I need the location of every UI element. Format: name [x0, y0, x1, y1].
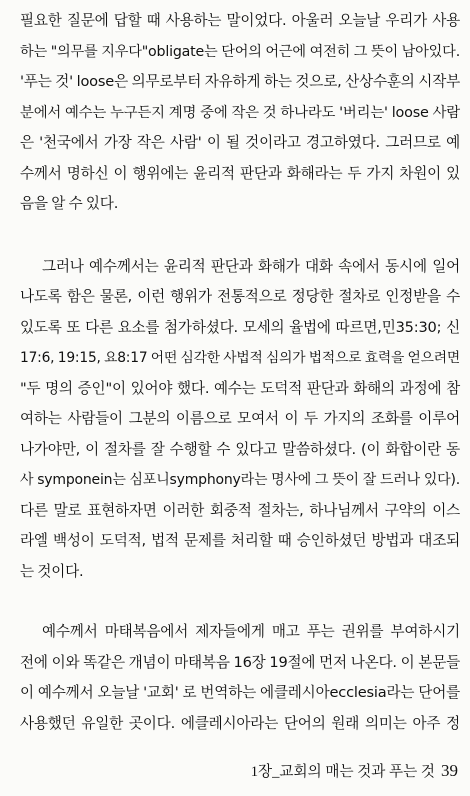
text-line: 나가야만, 이 절차를 잘 수행할 수 있다고 말씀하셨다. (이 화합이란 동 — [20, 440, 460, 458]
text-line: 예수께서 마태복음에서 제자들에게 매고 푸는 권위를 부여하시기 — [42, 623, 460, 640]
text-line: 17:6, 19:15, 요8:17 어떤 심각한 사법적 심의가 법적으로 효력을 얻으려면 — [20, 350, 460, 366]
running-head: 1장_교회의 매는 것과 푸는 것 — [250, 764, 435, 780]
page-number: 39 — [441, 761, 458, 780]
text-line: 분에서 예수는 누구든지 계명 중에 작은 것 하나라도 '버리는' loose 사람 — [20, 104, 460, 121]
text-line: 라엘 백성이 도덕적, 법적 문제를 처리할 때 승인하셨던 방법과 대조되 — [20, 532, 460, 549]
text-line: '푸는 것' loose은 의무로부터 자유하게 하는 것으로, 산상수훈의 시작부 — [20, 73, 460, 90]
text-line: 나도록 함은 물론, 이런 행위가 전통적으로 정당한 절차로 인정받을 수 — [20, 288, 460, 305]
text-line: 수께서 명하신 이 행위에는 윤리적 판단과 화해라는 두 가지 차원이 있 — [20, 164, 460, 182]
text-line: 필요한 질문에 답할 때 사용하는 말이었다. 아울러 오늘날 우리가 사용 — [20, 12, 460, 29]
text-line: 사 symponein는 심포니symphony라는 명사에 그 뜻이 잘 드러나 있다). — [20, 472, 460, 488]
text-line: 는 것이다. — [20, 562, 84, 580]
text-line: 그러나 예수께서는 윤리적 판단과 화해가 대화 속에서 동시에 일어 — [42, 257, 460, 275]
paragraph-2 — [20, 252, 460, 588]
page-footer — [251, 760, 458, 781]
paragraph-spacer — [20, 220, 460, 252]
text-line: 은 '천국에서 가장 작은 사람' 이 될 것이라고 경고하였다. 그러므로 예 — [20, 134, 460, 151]
text-line: 있도록 또 다른 요소를 첨가하셨다. 모세의 율법에 따르면,민35:30; 신 — [20, 318, 460, 336]
text-line: 하는 "의무를 지우다"obligate는 단어의 어근에 여전히 그 뜻이 남아있다. — [20, 43, 460, 60]
text-line: 이 예수께서 오늘날 '교회' 로 번역하는 에클레시아ecclesia라는 단어를 — [20, 684, 460, 701]
text-line: 사용했던 유일한 곳이다. 에클레시아라는 단어의 원래 의미는 아주 정 — [20, 714, 460, 732]
text-line: "두 명의 증인"이 있어야 했다. 예수는 도덕적 판단과 화해의 과정에 참 — [20, 379, 460, 397]
paragraph-1 — [20, 6, 460, 220]
text-line: 다른 말로 표현하자면 이러한 회중적 절차는, 하나님께서 구약의 이스 — [20, 501, 460, 519]
text-line: 음을 알 수 있다. — [20, 195, 119, 212]
page-body — [20, 6, 460, 739]
paragraph-3 — [20, 617, 460, 739]
text-line: 전에 이와 똑같은 개념이 마태복음 16장 19절에 먼저 나온다. 이 본문들 — [20, 653, 460, 671]
text-line: 여하는 사람들이 그분의 이름으로 모여서 이 두 가지의 조화를 이루어 — [20, 410, 460, 427]
paragraph-spacer — [20, 587, 460, 617]
